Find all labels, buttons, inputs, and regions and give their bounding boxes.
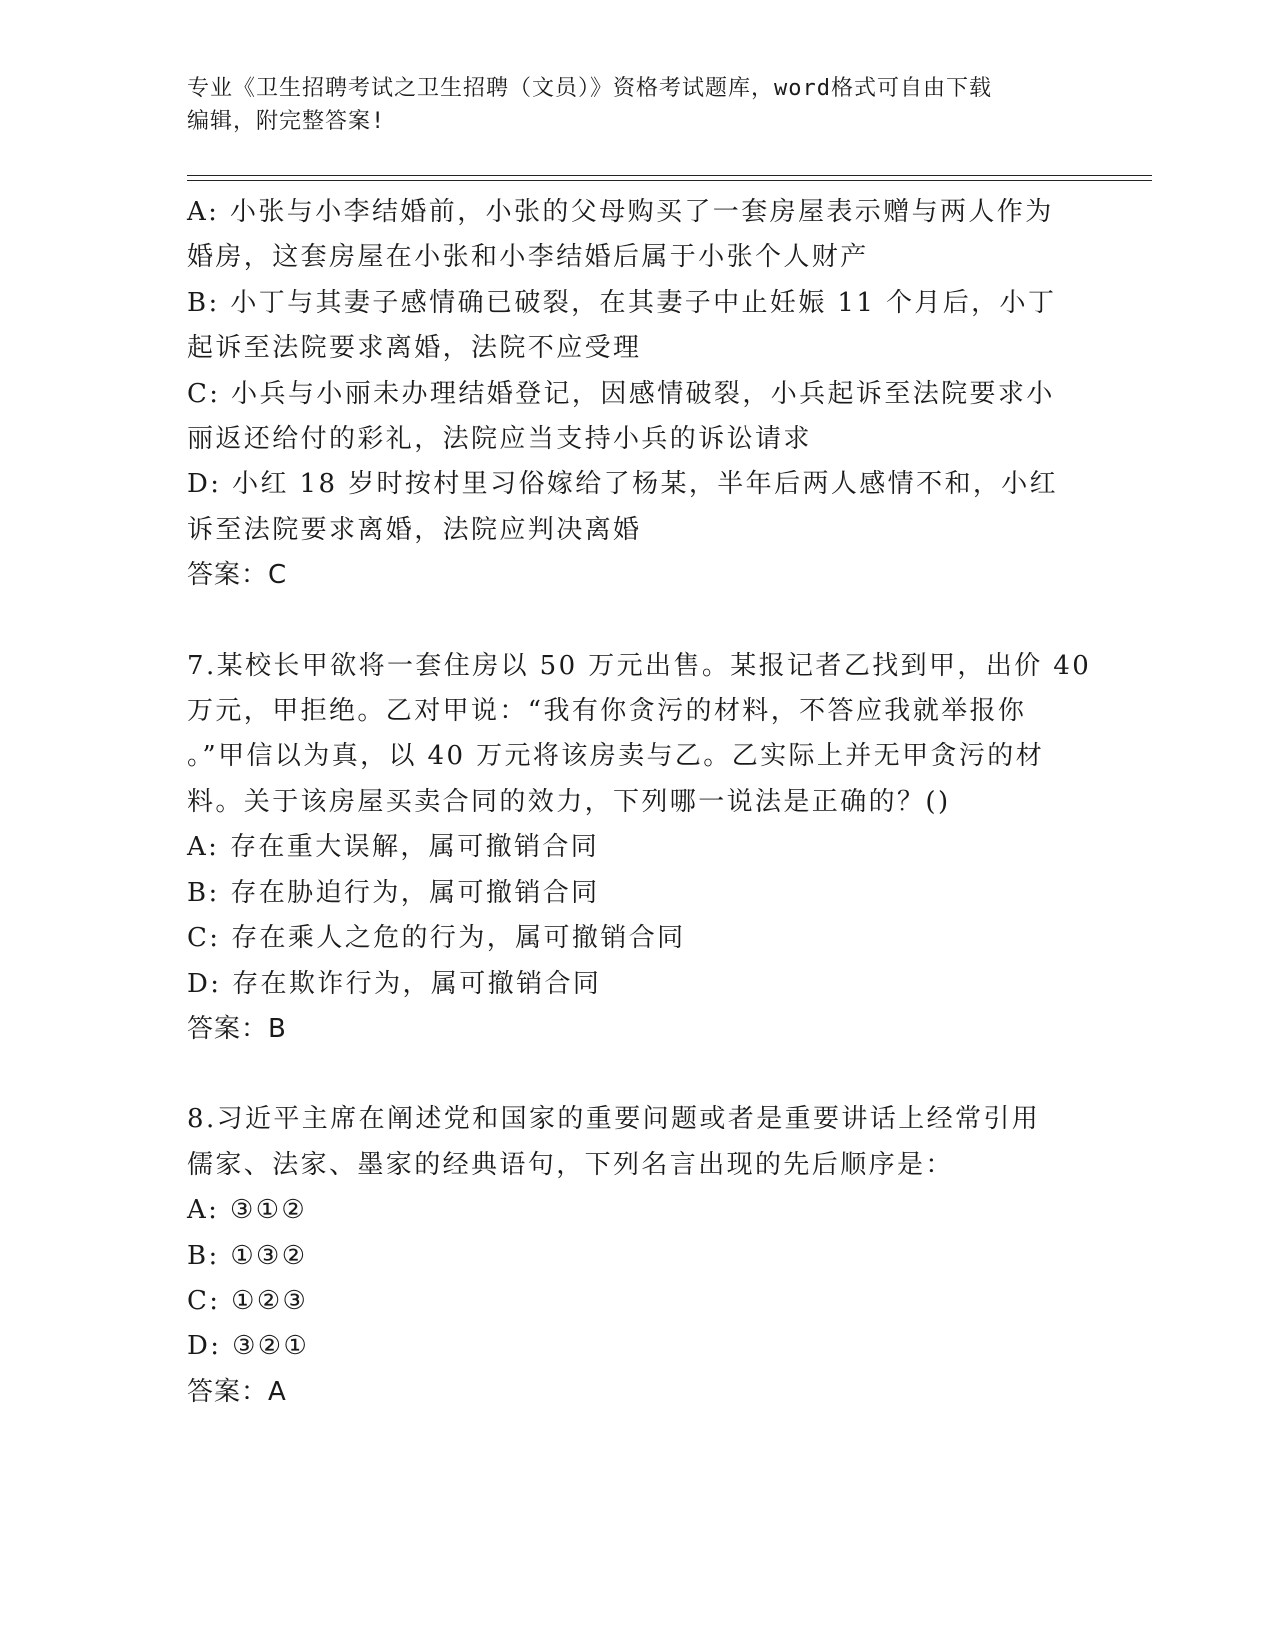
header-line-2: 编辑，附完整答案! (187, 109, 386, 134)
option-c-line-1: C: 小兵与小丽未办理结婚登记，因感情破裂，小兵起诉至法院要求小 (187, 378, 1055, 409)
option-a: A: 存在重大误解，属可撤销合同 (187, 832, 600, 863)
question-8 (187, 1097, 1087, 1415)
option-d: D: ③②① (187, 1331, 310, 1362)
answer-label: 答案：B (187, 1013, 287, 1044)
option-a: A: ③①② (187, 1195, 308, 1226)
option-d-line-2: 诉至法院要求离婚，法院应判决离婚 (187, 514, 642, 545)
option-d: D: 存在欺诈行为，属可撤销合同 (187, 968, 602, 999)
option-a-line-2: 婚房，这套房屋在小张和小李结婚后属于小张个人财产 (187, 242, 869, 273)
question-6 (187, 190, 1087, 599)
spacer (187, 599, 1087, 644)
question-text-line: 万元，甲拒绝。乙对甲说：“我有你贪污的材料，不答应我就举报你 (187, 696, 1027, 727)
option-b: B: ①③② (187, 1240, 308, 1271)
question-text-line: 。”甲信以为真，以 40 万元将该房卖与乙。乙实际上并无甲贪污的材 (187, 741, 1045, 772)
header-divider (187, 175, 1152, 181)
question-text-line: 8.习近平主席在阐述党和国家的重要问题或者是重要讲话上经常引用 (187, 1104, 1041, 1135)
option-b: B: 存在胁迫行为，属可撤销合同 (187, 877, 600, 908)
question-7 (187, 644, 1092, 1053)
header-line-1: 专业《卫生招聘考试之卫生招聘（文员）》资格考试题库，word格式可自由下载 (187, 76, 992, 101)
question-text-line: 儒家、法家、墨家的经典语句，下列名言出现的先后顺序是： (187, 1149, 954, 1180)
answer-label: 答案：C (187, 560, 288, 591)
document-body (187, 190, 1092, 1415)
question-text-line: 7.某校长甲欲将一套住房以 50 万元出售。某报记者乙找到甲，出价 40 (187, 650, 1092, 681)
spacer (187, 1052, 1087, 1097)
option-c: C: ①②③ (187, 1285, 309, 1316)
option-a-line-1: A: 小张与小李结婚前，小张的父母购买了一套房屋表示赠与两人作为 (187, 197, 1054, 227)
option-b-line-2: 起诉至法院要求离婚，法院不应受理 (187, 333, 642, 364)
document-header (187, 72, 1067, 138)
option-d-line-1: D: 小红 18 岁时按村里习俗嫁给了杨某，半年后两人感情不和，小红 (187, 469, 1059, 500)
option-c: C: 存在乘人之危的行为，属可撤销合同 (187, 923, 686, 954)
answer-label: 答案：A (187, 1376, 287, 1407)
option-c-line-2: 丽返还给付的彩礼，法院应当支持小兵的诉讼请求 (187, 424, 812, 455)
option-b-line-1: B: 小丁与其妻子感情确已破裂，在其妻子中止妊娠 11 个月后，小丁 (187, 287, 1057, 318)
question-text-line: 料。关于该房屋买卖合同的效力，下列哪一说法是正确的？() (187, 786, 951, 817)
